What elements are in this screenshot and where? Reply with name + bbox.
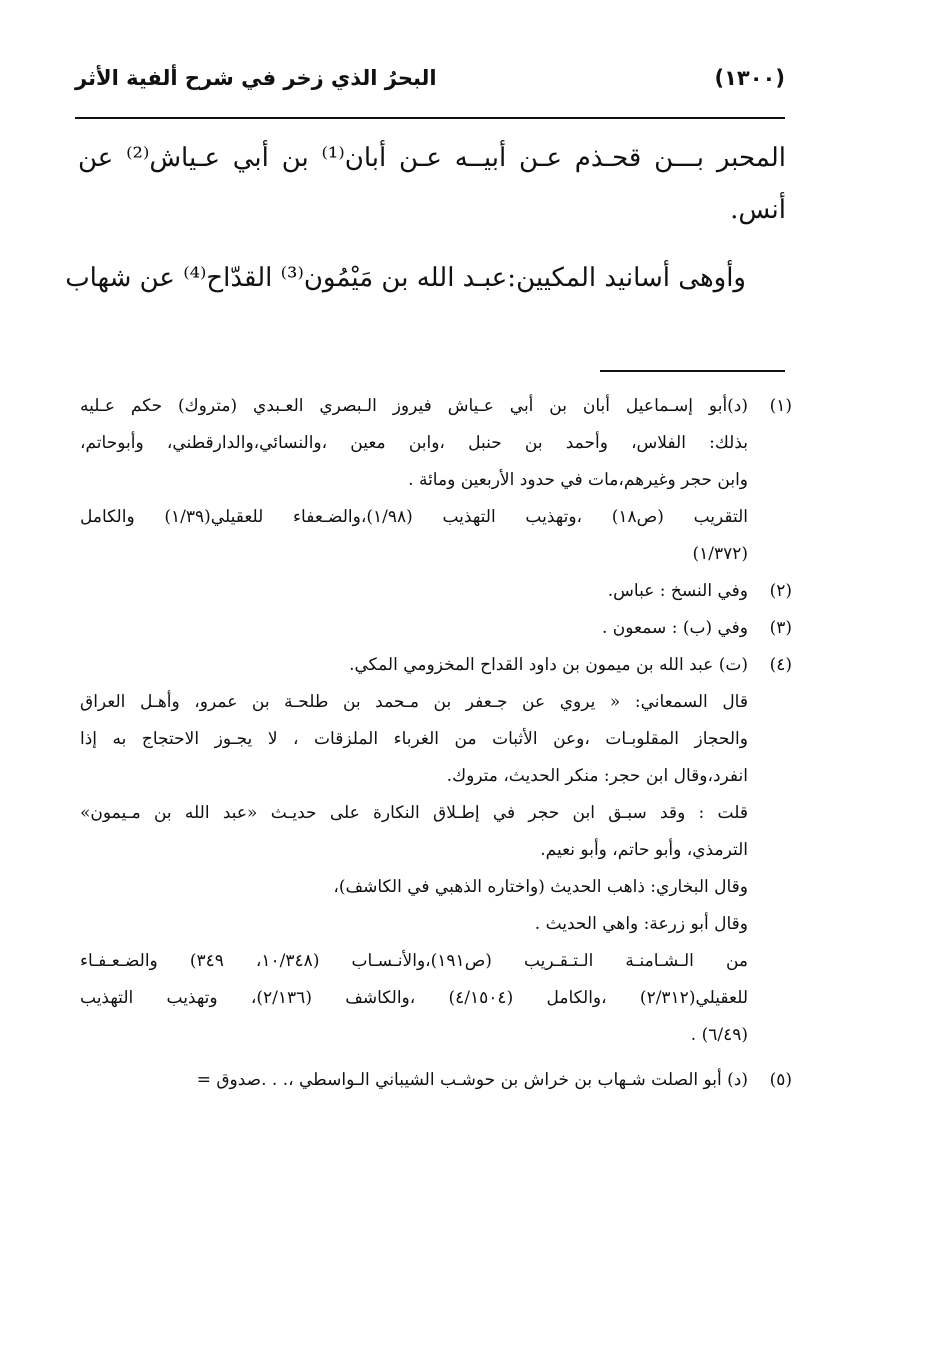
main-paragraph-1 — [78, 132, 786, 236]
footnote-number: (٢) — [769, 581, 792, 601]
footnote-line: وفي النسخ : عباس. — [607, 581, 748, 601]
running-header — [75, 60, 785, 102]
footnote-line: وقال أبو زرعة: واهي الحديث . — [534, 914, 748, 934]
footnotes — [80, 388, 792, 1099]
main-paragraph-2 — [65, 252, 786, 304]
main-line: المحبر بـــن قحـذم عـن أبيــه عـن أبان⁽¹⁾ بن أبي عـياش⁽²⁾ عن — [78, 143, 786, 173]
footnote-line: الترمذي، وأبو حاتم، وأبو نعيم. — [540, 840, 748, 860]
footnote-number: (٣) — [769, 618, 792, 638]
footnote-number: (١) — [769, 396, 792, 416]
page-number: (١٣٠٠) — [714, 66, 785, 90]
footnote-line: وفي (ب) : سمعون . — [601, 618, 748, 638]
footnote-5 — [80, 1062, 792, 1099]
main-line: أنس. — [730, 195, 786, 225]
footnote-line: والحجاز المقلوبـات ،وعن الأثبات من الغرباء الملزقات ، لا يجـوز الاحتجاج به إذا — [80, 729, 748, 749]
footnote-line: التقريب (ص١٨) ،وتهذيب التهذيب (١/٩٨)،والضـعفاء للعقيلي(١/٣٩) والكامل — [80, 507, 749, 527]
footnote-divider — [600, 370, 785, 372]
footnote-line: وقال البخاري: ذاهب الحديث (واختاره الذهبي في الكاشف)، — [333, 877, 748, 897]
footnote-line: قلت : وقد سبـق ابن حجر في إطـلاق النكارة على حديـث «عبد الله بن مـيمون» — [80, 803, 748, 823]
footnote-line: (د) أبو الصلت شـهاب بن خراش بن حوشـب الشيباني الـواسطي ،. . .صدوق = — [196, 1070, 748, 1090]
main-text — [65, 132, 786, 304]
footnote-line: وابن حجر وغيرهم،مات في حدود الأربعين ومائة . — [408, 470, 748, 490]
footnote-line: (ت) عبد الله بن ميمون بن داود القداح المخزومي المكي. — [349, 655, 748, 675]
main-line: وأوهى أسانيد المكيين:عبـد الله بن مَيْمُون⁽³⁾ القدّاح⁽⁴⁾ عن شهاب — [65, 263, 746, 293]
footnote-number: (٤) — [769, 655, 792, 675]
footnote-3 — [80, 610, 792, 647]
footnote-line: من الـشـامنـة الـتـقـريب (ص١٩١)،والأنـسـاب (١٠/٣٤٨، ٣٤٩) والضـعـفـاء — [80, 951, 749, 971]
header-divider — [75, 117, 785, 119]
footnote-line: (د)أبو إسـماعيل أبان بن أبي عـياش فيروز الـبصري العـبدي (متروك) حكم عـليه — [80, 396, 748, 416]
footnote-line: انفرد،وقال ابن حجر: منكر الحديث، متروك. — [446, 766, 748, 786]
footnote-line: (١/٣٧٢) — [692, 544, 748, 564]
footnote-number: (٥) — [769, 1070, 792, 1090]
footnote-line: بذلك: الفلاس، وأحمد بن حنبل ،وابن معين ،والنسائي،والدارقطني، وأبوحاتم، — [80, 433, 748, 453]
footnote-line: للعقيلي(٢/٣١٢) ،والكامل (٤/١٥٠٤) ،والكاشف (٢/١٣٦)، وتهذيب التهذيب — [80, 988, 748, 1008]
footnote-line: قال السمعاني: « يروي عن جـعفر بن مـحمد بن طلحـة بن عمرو، وأهـل العراق — [80, 692, 748, 712]
book-title: البحرُ الذي زخر في شرح ألفية الأثر — [75, 66, 437, 90]
footnote-2 — [80, 573, 792, 610]
footnote-1 — [80, 388, 792, 573]
footnote-4 — [80, 647, 792, 1054]
footnote-line: (٦/٤٩) . — [690, 1025, 748, 1045]
